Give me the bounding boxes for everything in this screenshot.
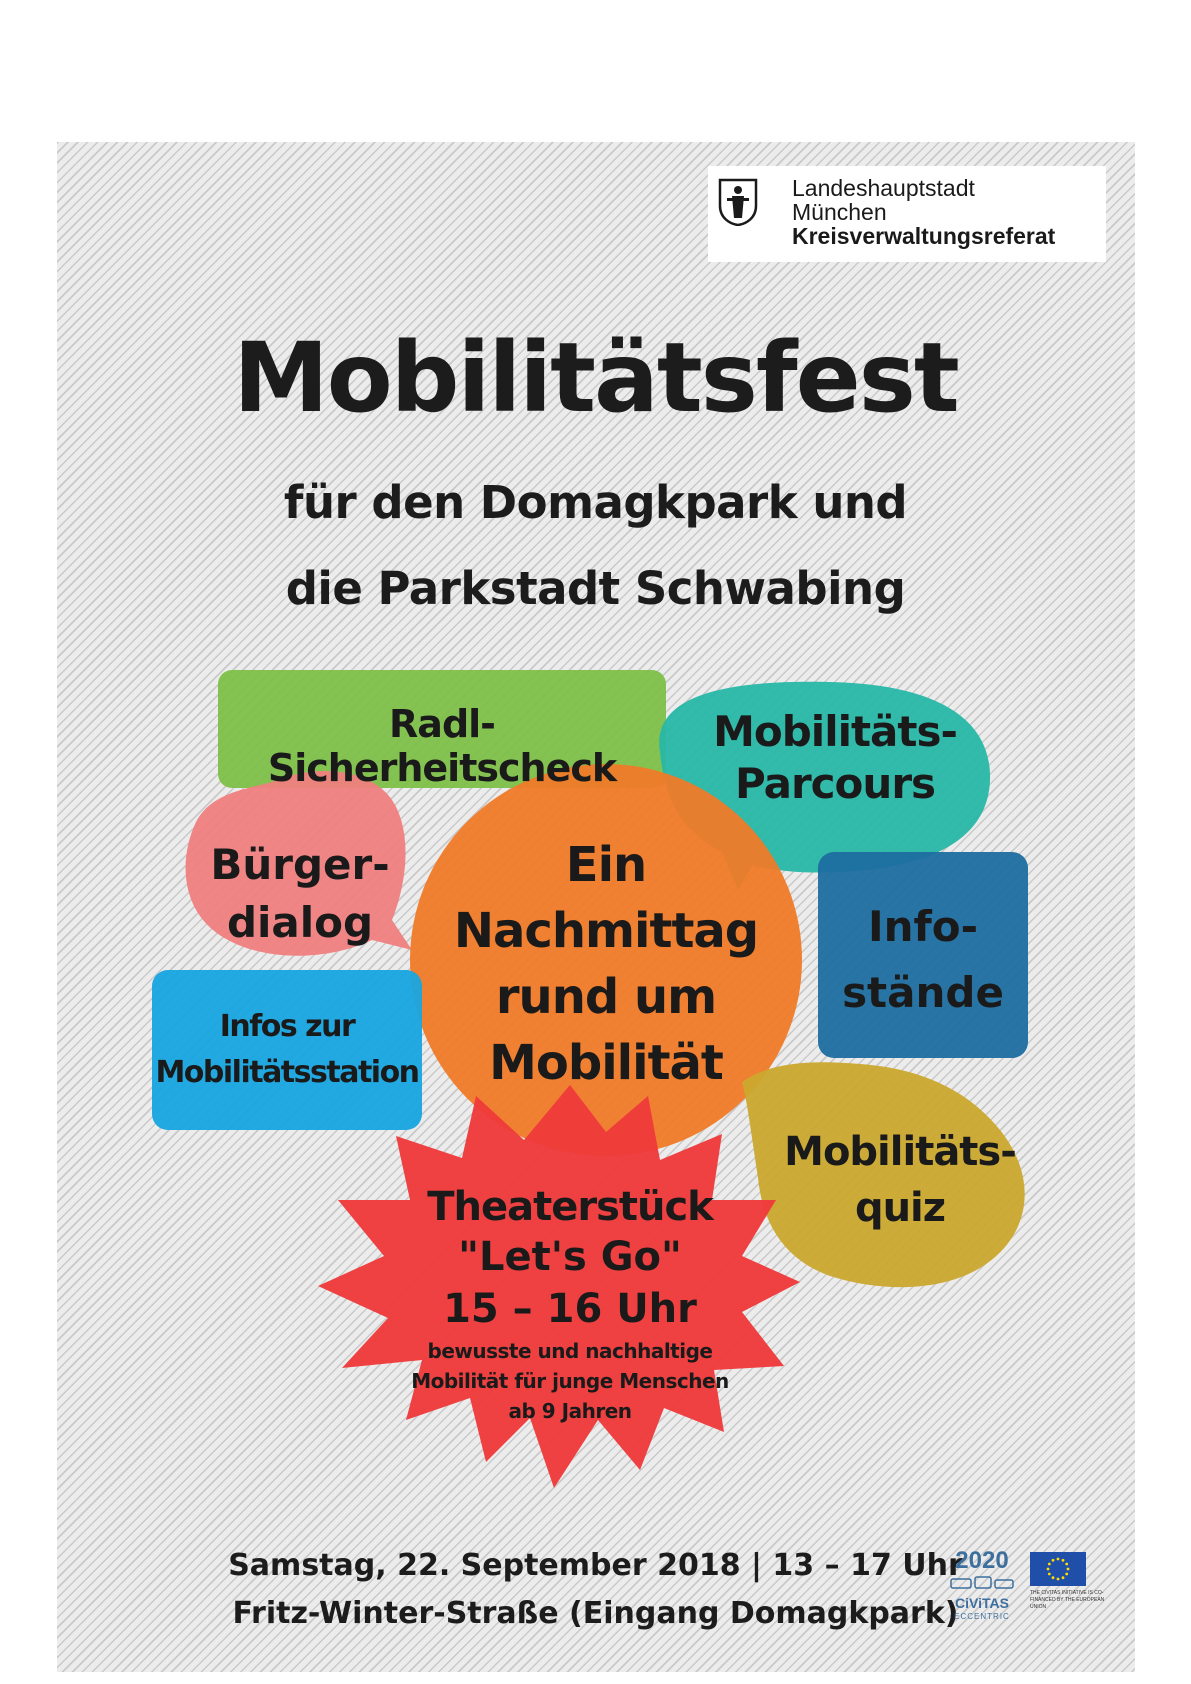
logo-line-3: Kreisverwaltungsreferat: [792, 223, 1056, 249]
theater-label-line-1: Theaterstück: [427, 1184, 713, 1230]
civitas-name: CiViTAS: [955, 1595, 1009, 1611]
buerger-label-line-1: Bürger-: [210, 840, 390, 889]
station-label-line-2: Mobilitätsstation: [155, 1055, 419, 1090]
civitas-year: 2020: [955, 1547, 1009, 1574]
civitas-vehicles-icon: [947, 1574, 1017, 1590]
infostaende-label-line-1: Info-: [867, 902, 979, 951]
logo-line-2: München: [792, 199, 887, 225]
eu-cofinance-text: THE CIVITAS INITIATIVE IS CO-FINANCED BY THE EUROPEAN UNION: [1030, 1590, 1105, 1610]
poster-title: Mobilitätsfest: [233, 322, 958, 434]
quiz-label-line-2: quiz: [854, 1185, 946, 1231]
civitas-sub: ECCENTRIC: [954, 1612, 1010, 1621]
theater-label: [400, 1182, 740, 1426]
quiz-label: [780, 1124, 1020, 1236]
logo-line-1: Landeshauptstadt: [792, 175, 975, 201]
theater-label-line-4: bewusste und nachhaltige: [427, 1339, 713, 1363]
parcours-label-line-1: Mobilitäts-: [713, 707, 957, 756]
civitas-logo: [942, 1548, 1022, 1622]
center-label: [440, 832, 772, 1096]
theater-label-line-2: "Let's Go": [458, 1234, 682, 1280]
center-label-line-1: Ein: [565, 837, 647, 893]
buerger-label: [200, 836, 400, 952]
quiz-label-line-1: Mobilitäts-: [784, 1129, 1016, 1175]
poster-subtitle-line-2: die Parkstadt Schwabing: [285, 562, 906, 615]
event-date-time: Samstag, 22. September 2018 | 13 – 17 Uhr: [228, 1548, 963, 1583]
poster-subtitle-line-1: für den Domagkpark und: [283, 476, 908, 529]
station-label-line-1: Infos zur: [219, 1009, 355, 1044]
center-label-line-4: Mobilität: [489, 1035, 723, 1091]
theater-label-line-6: ab 9 Jahren: [508, 1399, 632, 1423]
infostaende-label: [818, 894, 1028, 1026]
center-label-line-2: Nachmittag: [453, 903, 759, 959]
theater-label-line-5: Mobilität für junge Menschen: [411, 1369, 729, 1393]
infostaende-label-line-2: stände: [842, 968, 1004, 1017]
parcours-label: [690, 706, 980, 810]
theater-label-line-3: 15 – 16 Uhr: [443, 1286, 697, 1332]
parcours-label-line-2: Parcours: [734, 759, 936, 808]
eu-flag-icon: [1030, 1552, 1086, 1586]
event-location: Fritz-Winter-Straße (Eingang Domagkpark): [232, 1596, 959, 1631]
center-label-line-3: rund um: [495, 969, 717, 1025]
buerger-label-line-2: dialog: [226, 898, 374, 947]
station-label: [152, 1004, 422, 1096]
radl-label: Radl-Sicherheitscheck: [267, 702, 617, 790]
